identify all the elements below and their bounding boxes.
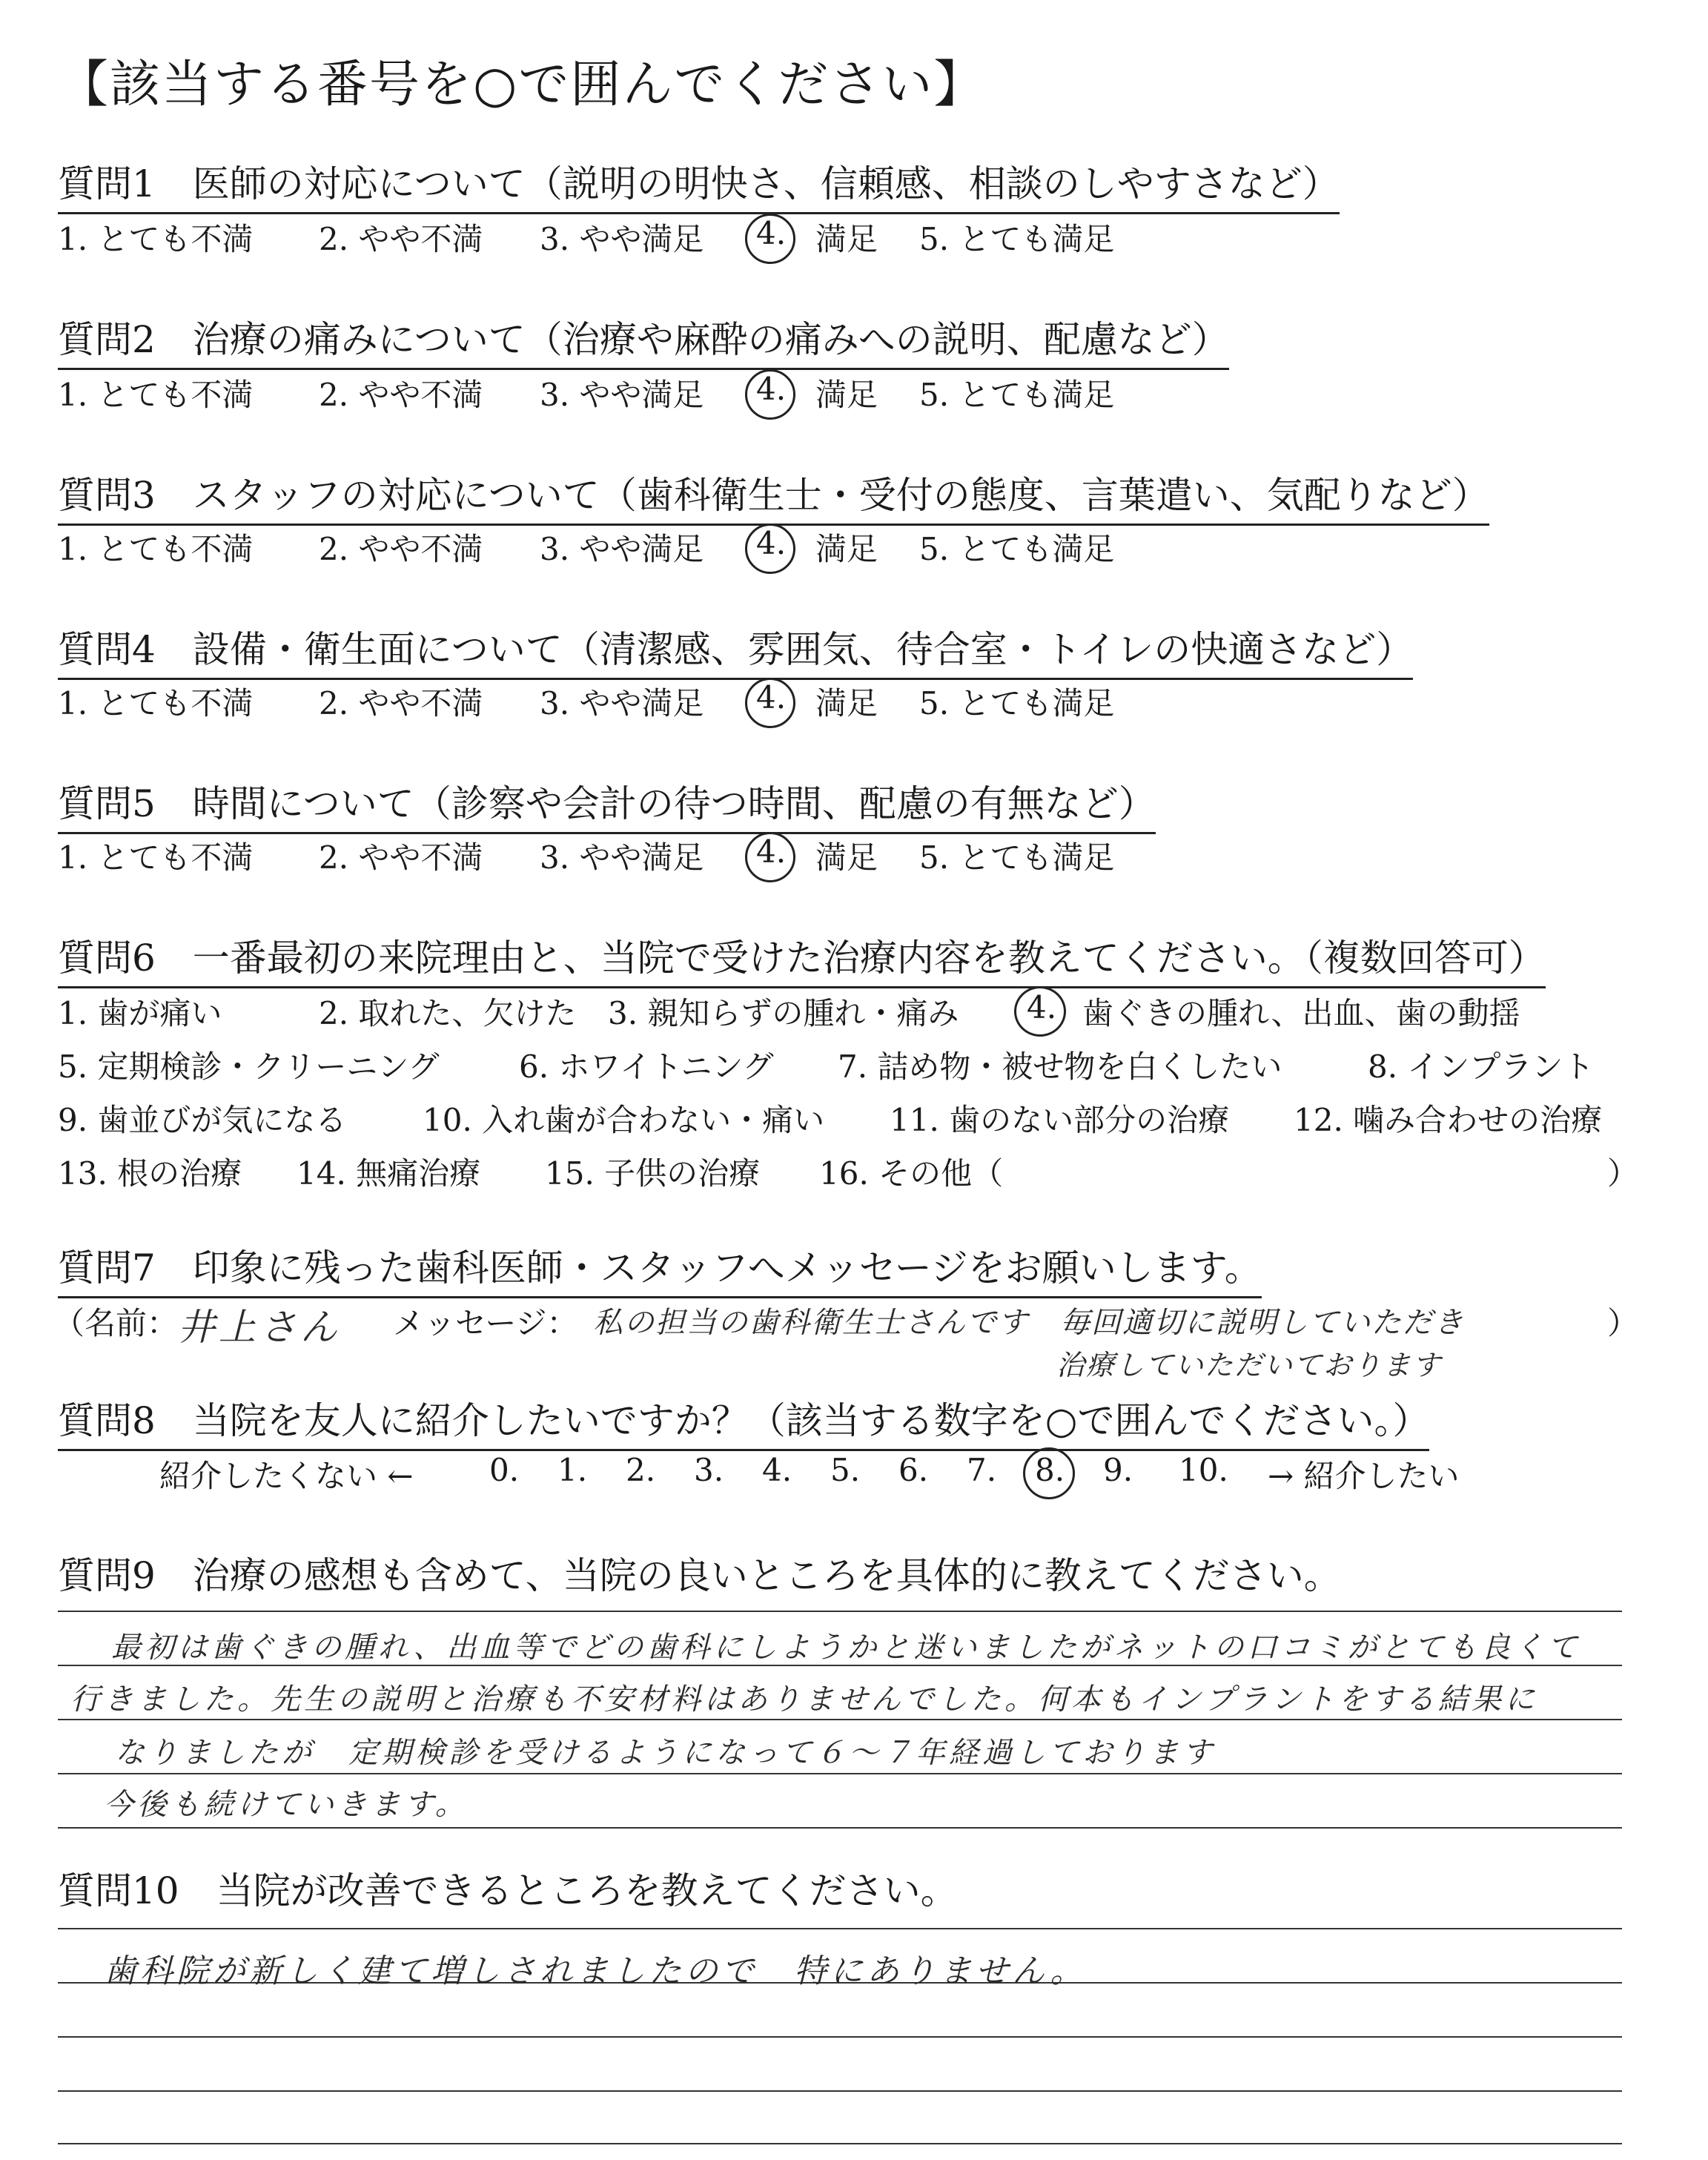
question-7-label: 質問7 印象に残った歯科医師・スタッフへメッセージをお願いします。 <box>58 1238 1262 1298</box>
question-10-label: 質問10 当院が改善できるところを教えてください。 <box>58 1869 958 1912</box>
option-2[interactable]: 2. やや不満 <box>319 531 483 567</box>
option-1[interactable]: 1. とても不満 <box>58 221 254 257</box>
scale-7[interactable]: 7. <box>967 1452 997 1488</box>
improvement-handwritten-line-1[interactable]: 歯科院が新しく建て増しされましたので 特にありません。 <box>104 1952 1087 1990</box>
hand-drawn-circle-mark <box>745 678 795 728</box>
reason-15[interactable]: 15. 子供の治療 <box>545 1155 761 1192</box>
reason-10[interactable]: 10. 入れ歯が合わない・痛い <box>423 1102 825 1138</box>
answer-handwritten-line-3[interactable]: なりましたが 定期検診を受けるようになって６〜７年経過しております <box>115 1736 1216 1770</box>
writing-line <box>58 1928 1622 1929</box>
option-5[interactable]: 5. とても満足 <box>919 531 1115 567</box>
reason-11[interactable]: 11. 歯のない部分の治療 <box>890 1102 1230 1138</box>
hand-drawn-circle-mark <box>745 214 795 264</box>
message-handwritten-line-2[interactable]: 治療していただいております <box>1056 1349 1443 1381</box>
option-5[interactable]: 5. とても満足 <box>919 839 1115 876</box>
reason-13[interactable]: 13. 根の治療 <box>58 1155 242 1192</box>
writing-line <box>58 1611 1622 1612</box>
question-8-label: 質問8 当院を友人に紹介したいですか？（該当する数字を○で囲んでください。） <box>58 1391 1429 1451</box>
option-4-text: 満足 <box>815 531 878 567</box>
question-5-label: 質問5 時間について（診察や会計の待つ時間、配慮の有無など） <box>58 774 1156 834</box>
option-3[interactable]: 3. やや満足 <box>540 221 704 257</box>
option-4[interactable]: 4. <box>756 215 787 251</box>
scale-left-label: 紹介したくない ← <box>159 1458 414 1494</box>
writing-line <box>58 2143 1622 2144</box>
question-6-label: 質問6 一番最初の来院理由と、当院で受けた治療内容を教えてください。（複数回答可） <box>58 928 1546 988</box>
message-handwritten-line-1[interactable]: 私の担当の歯科衛生士さんです 毎回適切に説明していただき <box>593 1306 1465 1340</box>
scale-4[interactable]: 4. <box>762 1452 792 1488</box>
scale-3[interactable]: 3. <box>694 1452 724 1488</box>
option-2[interactable]: 2. やや不満 <box>319 377 483 413</box>
reason-8[interactable]: 8. インプラント <box>1368 1048 1595 1085</box>
option-5[interactable]: 5. とても満足 <box>919 221 1115 257</box>
other-close-paren: ） <box>1607 1155 1639 1192</box>
hand-drawn-circle-mark <box>745 369 795 420</box>
reason-16-other[interactable]: 16. その他（ <box>819 1155 1004 1192</box>
reason-6[interactable]: 6. ホワイトニング <box>519 1048 774 1085</box>
option-1[interactable]: 1. とても不満 <box>58 531 254 567</box>
staff-name-handwritten[interactable]: 井上さん <box>178 1306 341 1349</box>
option-4[interactable]: 4. <box>756 679 787 716</box>
question-3-label: 質問3 スタッフの対応について（歯科衛生士・受付の態度、言葉遣い、気配りなど） <box>58 466 1489 526</box>
scale-8[interactable]: 8. <box>1035 1452 1065 1488</box>
option-4[interactable]: 4. <box>756 833 787 870</box>
scale-0[interactable]: 0. <box>489 1452 520 1488</box>
answer-handwritten-line-1[interactable]: 最初は歯ぐきの腫れ、出血等でどの歯科にしようかと迷いましたがネットの口コミがとても良くて <box>111 1631 1581 1665</box>
option-5[interactable]: 5. とても満足 <box>919 685 1115 721</box>
question-1-label: 質問1 医師の対応について（説明の明快さ、信頼感、相談のしやすさなど） <box>58 154 1340 214</box>
option-4-text: 満足 <box>815 377 878 413</box>
option-3[interactable]: 3. やや満足 <box>540 531 704 567</box>
hand-drawn-circle-mark <box>745 832 795 882</box>
reason-4[interactable]: 4. <box>1027 989 1057 1025</box>
name-label: （名前： <box>53 1305 179 1341</box>
question-4-label: 質問4 設備・衛生面について（清潔感、雰囲気、待合室・トイレの快適さなど） <box>58 620 1413 680</box>
option-2[interactable]: 2. やや不満 <box>319 839 483 876</box>
question-9-label: 質問9 治療の感想も含めて、当院の良いところを具体的に教えてください。 <box>58 1554 1341 1597</box>
writing-line <box>58 2036 1622 2038</box>
message-label: メッセージ： <box>393 1305 578 1341</box>
option-2[interactable]: 2. やや不満 <box>319 685 483 721</box>
option-4[interactable]: 4. <box>756 371 787 407</box>
reason-1[interactable]: 1. 歯が痛い <box>58 995 222 1031</box>
scale-right-label: → 紹介したい <box>1268 1458 1460 1494</box>
scale-2[interactable]: 2. <box>626 1452 656 1488</box>
reason-12[interactable]: 12. 噛み合わせの治療 <box>1294 1102 1603 1138</box>
reason-14[interactable]: 14. 無痛治療 <box>297 1155 481 1192</box>
reason-3[interactable]: 3. 親知らずの腫れ・痛み <box>608 995 959 1031</box>
scale-10[interactable]: 10. <box>1179 1452 1228 1488</box>
option-4-text: 満足 <box>815 221 878 257</box>
hand-drawn-circle-mark <box>745 524 795 574</box>
hand-drawn-circle-mark <box>1014 986 1066 1037</box>
reason-2[interactable]: 2. 取れた、欠けた <box>319 995 577 1031</box>
option-3[interactable]: 3. やや満足 <box>540 839 704 876</box>
message-close-paren: ） <box>1607 1305 1639 1341</box>
option-4-text: 満足 <box>815 839 878 876</box>
scale-1[interactable]: 1. <box>557 1452 588 1488</box>
reason-4-text: 歯ぐきの腫れ、出血、歯の動揺 <box>1082 995 1520 1031</box>
reason-5[interactable]: 5. 定期検診・クリーニング <box>58 1048 440 1085</box>
answer-handwritten-line-2[interactable]: 行きました。先生の説明と治療も不安材料はありませんでした。何本もインプラントをする結果に <box>70 1682 1538 1717</box>
scale-6[interactable]: 6. <box>898 1452 929 1488</box>
option-2[interactable]: 2. やや不満 <box>319 221 483 257</box>
reason-7[interactable]: 7. 詰め物・被せ物を白くしたい <box>838 1048 1282 1085</box>
writing-line <box>58 1773 1622 1774</box>
form-title: 【該当する番号を○で囲んでください】 <box>58 56 986 114</box>
option-4-text: 満足 <box>815 685 878 721</box>
scale-5[interactable]: 5. <box>830 1452 861 1488</box>
writing-line <box>58 1827 1622 1829</box>
writing-line <box>58 2090 1622 2092</box>
option-4[interactable]: 4. <box>756 525 787 561</box>
scale-9[interactable]: 9. <box>1103 1452 1133 1488</box>
question-2-label: 質問2 治療の痛みについて（治療や麻酔の痛みへの説明、配慮など） <box>58 310 1229 370</box>
option-1[interactable]: 1. とても不満 <box>58 377 254 413</box>
option-3[interactable]: 3. やや満足 <box>540 377 704 413</box>
option-3[interactable]: 3. やや満足 <box>540 685 704 721</box>
option-1[interactable]: 1. とても不満 <box>58 685 254 721</box>
writing-line <box>58 1719 1622 1720</box>
option-5[interactable]: 5. とても満足 <box>919 377 1115 413</box>
reason-9[interactable]: 9. 歯並びが気になる <box>58 1102 347 1138</box>
option-1[interactable]: 1. とても不満 <box>58 839 254 876</box>
hand-drawn-circle-mark <box>1023 1447 1075 1499</box>
answer-handwritten-line-4[interactable]: 今後も続けていきます。 <box>104 1788 469 1822</box>
